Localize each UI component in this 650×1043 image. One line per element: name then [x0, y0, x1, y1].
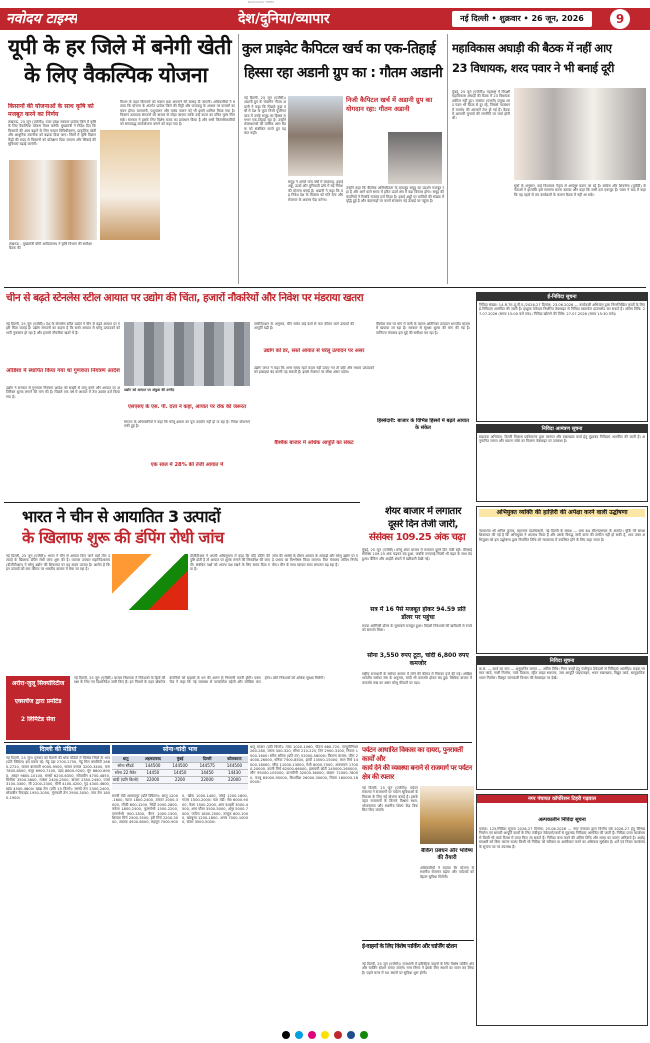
story-6-subhead-1: सत्र में 16 पैसे मजबूत होकर 94.59 प्रति डॉलर पर पहुंचा [370, 606, 466, 621]
story-8-body: नई दिल्ली, 25 जून (एजेंसी)। राजधानी में इलेक्ट्रिक वाहनों के लिए विशेष पार्किंग क्षेत्र और चार्जिंग स्टेशन बनाए जाएंगे। नगर निगम ने इसके लिए स्थानों का चयन कर लिया है। पहले चरण में 50 स्थानों पर सुविधा शुरू होगी। [362, 962, 474, 975]
story-5-body-3: जांच की अवधि के दौरान आयात के आंकड़ों और घरेलू उद्योग पर पड़े प्रभाव का विश्लेषण किया जाएगा। वित्त मंत्रालय अंतिम निर्णय लेगा। चीन के साथ व्यापार घाटा लगातार बढ़ रहा है। [272, 554, 358, 567]
notice-2-title: निविदा आमंत्रण सूचना [477, 425, 647, 433]
column-divider-2 [447, 34, 448, 284]
masthead: नवोदय टाइम्स [6, 11, 78, 27]
notice-1-body: निविदा संख्या: 14-R.TE-यू.पी.ए./2026-27 दिनांक: 23.06.2026 — कार्यकारी अभियंता द्वारा निम्नलिखित कार्यों के लिए ई-निविदाएं आमंत्रित की जाती हैं। इच्छुक ठेकेदार निर्धारित वेबसाइट से निविदा दस्तावेज डाउनलोड कर सकते हैं। अंतिम तिथि: 27.07.2026 (समय 15:00 बजे तक)। निविदा खोलने की तिथि: 27.07.2026 (समय 15:30 बजे)। [479, 303, 645, 316]
story-4-body-4: एसोसिएशन के अनुसार, चीन समेत कई देशों से कम कीमत वाले उत्पादों की आपूर्ति बढ़ी है। [254, 322, 354, 331]
cell: 14430 [228, 770, 241, 775]
table-row [112, 770, 248, 777]
story-1-body: लखनऊ, 25 जून (एजेंसी)। उत्तर प्रदेश सरकार प्रत्येक जिले में कृषि के लिए वैकल्पिक योजना तैयार करेगी। मुख्यमंत्री ने निर्देश दिए कि किसानों की आय बढ़ाने के लिए फसल विविधीकरण, प्राकृतिक खेती और आधुनिक तकनीक को बढ़ावा दिया जाए। जिलों में कृषि विज्ञान केंद्रों की मदद से किसानों को प्रशिक्षण दिया जाएगा और सिंचाई की सुविधाएं बढ़ाई जाएंगी। [8, 120, 96, 147]
delhi-market-title: दिल्ली की मंडियां [6, 745, 110, 754]
notice-2-body: सहायक अभियंता, दिल्ली विकास प्राधिकरण द्वारा मरम्मत और रखरखाव कार्य हेतु मुहरबंद निविदाएं आमंत्रित की जाती हैं। अनुमानित लागत और बयाना राशि का विवरण वेबसाइट पर उपलब्ध है। [479, 435, 645, 444]
story-4-subhead-5: वैश्विक बाजार में अधिक आपूर्ति का संकट [274, 440, 354, 446]
notice-3 [476, 506, 648, 654]
cell: 144500 [226, 763, 243, 768]
story-1-headline-2: के लिए वैकल्पिक योजना [24, 63, 208, 87]
story-3-body-2: सूत्रों के अनुसार, कई विधायक नेतृत्व से असंतुष्ट बताए जा रहे हैं। कांग्रेस और शिवसेना (यूबीटी) के नेताओं ने हालांकि इसे सामान्य घटना बताया और कहा कि सभी दल एकजुट हैं। पवार ने बाद में कहा कि वह पहले से तय कार्यक्रमों के कारण बैठक में नहीं आ सके। [514, 184, 646, 197]
registration-dot [334, 1031, 342, 1039]
cell: 14450 [146, 770, 160, 775]
registration-dot [282, 1031, 290, 1039]
notice-4-body: क्र.सं. — कार्य का नाम — अनुमानित लागत — अंतिम तिथि। निम्न कार्यों हेतु पंजीकृत ठेकेदारों से निविदाएं आमंत्रित: सड़क मरम्मत कार्य, नाली निर्माण, पार्क विकास, स्ट्रीट लाइट स्थापना, जल आपूर्ति पाइपलाइन, भवन रखरखाव, विद्युत कार्य, सामुदायिक भवन निर्माण। विस्तृत जानकारी विभाग की वेबसाइट पर देखें। [479, 667, 645, 680]
story-4-body-2: उद्योग ने सरकार से गुणवत्ता नियंत्रण आदेश को सख्ती से लागू करने और आयात पर अतिरिक्त शुल्क लगाने की मांग की है। पिछले एक वर्ष में आयात में तेज उछाल दर्ज किया गया है। [6, 386, 120, 399]
cell: सोना स्टैंडर्ड [117, 763, 134, 768]
story-1-body-2: मिशन के तहत किसानों को फसल चक्र अपनाने की सलाह दी जाएगी। अधिकारियों ने बताया कि योजना के अंतर्गत प्रत्येक जिले की मिट्टी और जलवायु के आधार पर फसलों का चयन होगा। बागवानी, पशुपालन और मत्स्य पालन को भी इसमें शामिल किया गया है। किसान उत्पादक संगठनों को बाजार से जोड़ा जाएगा ताकि उन्हें उपज का उचित मूल्य मिल सके। सरकार ने इसके लिए विशेष बजट का प्रावधान किया है और सभी जिलाधिकारियों को समयबद्ध कार्ययोजना बनाने को कहा गया है। [120, 100, 235, 127]
table-row [112, 777, 248, 784]
story-6-headline-3: सेंसेक्स 109.25 अंक चढ़ा [368, 532, 466, 543]
notice-3-body: न्यायालय श्री अनिल कुमार, महानगर दंडाधिकारी, नई दिल्ली के समक्ष — धारा 84 बीएनएसएस के अंतर्गत। चूंकि मेरे समक्ष शिकायत की गई है कि अभियुक्त ने अपराध किया है और उसके विरुद्ध जारी वारंट की तामील नहीं हो सकी है, अतः उक्त अभियुक्त को इस उद्घोषणा द्वारा निर्धारित तिथि को न्यायालय में उपस्थित होने के लिए कहा जाता है। [479, 529, 645, 542]
story-4-subhead-4: उद्योग को डर, सस्ते आयात से घरेलू उत्पादन पर असर [263, 348, 365, 354]
cell: 144500 [145, 763, 161, 768]
bullion-col-kolkata: कोलकाता [227, 756, 242, 761]
registration-dot [295, 1031, 303, 1039]
print-registration-marks [0, 1028, 650, 1042]
story-3-headline-1: महाविकास अघाड़ी की बैठक में नहीं आए [452, 41, 612, 55]
story-3-headline-2: 23 विधायक, शरद पवार ने भी बनाई दूरी [452, 61, 614, 75]
cell: 144500 [172, 763, 188, 768]
notice-4-title: निविदा सूचना [477, 657, 647, 665]
ad-text-1: अरोरा-जुलू सिक्योरिटीज [11, 680, 65, 687]
table-row [112, 763, 248, 770]
story-6-body-2: रुपया अमेरिकी डॉलर के मुकाबले मजबूत हुआ। विदेशी निवेशकों की खरीदारी से रुपये को समर्थन मिला। [362, 624, 472, 633]
story-2-headline-1: कुल प्राइवेट कैपिटल खर्च का एक-तिहाई [242, 41, 436, 57]
cell: 2200 [174, 777, 186, 782]
story-2-photo [288, 96, 343, 176]
section-rule-4 [362, 940, 474, 941]
story-ad-body: नई दिल्ली, 25 जून (एजेंसी)। बाजार नियामक ने निवेशकों के हितों की रक्षा के लिए नए दिशानिर्देश जारी किए हैं। इन नियमों के तहत ब्रोकरेज कंपनियों को ग्राहकों के धन की अलग से निगरानी करनी होगी। एक्सचेंज ने कहा कि नई व्यवस्था से पारदर्शिता बढ़ेगी और जोखिम कम होगा। छोटे निवेशकों को अधिक सुरक्षा मिलेगी। [74, 676, 325, 685]
story-4-subhead-2: एसएसए के एस. पी. दत्ता ने कहा, आयात पर रोक की जरूरत [127, 404, 247, 410]
story-4-headline: चीन से बढ़ते स्टेनलेस स्टील आयात पर उद्योग की चिंता, हजारों नौकरियों और निवेश पर मंडराया खतरा [6, 292, 364, 304]
story-4-body-5: उद्योग जगत ने कहा कि अगर समय रहते कदम नहीं उठाए गए तो छोटे और मध्यम उत्पादकों को इकाइयां बंद करनी पड़ सकती हैं। इससे रोजगार पर सीधा असर पड़ेगा। [254, 366, 374, 375]
ad-text-3: 2 लिमिटेड सेवा [20, 716, 56, 723]
story-3-body: मुंबई, 25 जून (एजेंसी)। महाराष्ट्र में विपक्षी महाविकास अघाड़ी की बैठक में 23 विधायक शामिल नहीं हुए। राकांपा (एसपी) प्रमुख शरद पवार भी बैठक से दूर रहे, जिससे गठबंधन में मतभेद की अटकलें तेज हो गई हैं। बैठक में आगामी चुनावों की रणनीति पर चर्चा होनी थी। [452, 90, 510, 121]
bullion-col-ahmedabad: अहमदाबाद [144, 756, 161, 761]
story-6-subhead-2: सोना 3,550 रुपए टूटा, चांदी 6,800 रुपए कमजोर [367, 652, 469, 667]
bullion-col-delhi: दिल्ली [202, 756, 212, 761]
story-6-body-3: राष्ट्रीय राजधानी के सर्राफा बाजार में सोने की कीमत में गिरावट दर्ज की गई। अखिल भारतीय सर्राफा संघ के अनुसार, चांदी भी कमजोर होकर बंद हुई। वैश्विक बाजार में कमजोर रुख का असर घरेलू कीमतों पर पड़ा। [362, 672, 472, 685]
story-1-headline-1: यूपी के हर जिले में बनेगी खेती [8, 35, 232, 59]
cell: 22000 [200, 777, 214, 782]
story-5-flag-photo [112, 554, 188, 610]
story-4-caption: उद्योग को आयात पर अंकुश की उम्मीद [124, 388, 175, 392]
story-3-photo [514, 88, 646, 180]
section-rule-2 [4, 502, 360, 503]
bullion-table [112, 756, 248, 790]
story-8-headline: ई-वाहनों के लिए विशेष पार्किंग और चार्जिंग स्टेशन [362, 943, 457, 950]
cell: 22000 [228, 777, 241, 782]
edition-label: NAVODAYA TIMES [248, 0, 275, 4]
story-2-body: नई दिल्ली, 25 जून (एजेंसी)। अडानी ग्रुप के चेयरमैन गौतम अडानी ने कहा कि पिछले कुछ वर्षों में देश के कुल निजी पूंजीगत व्यय में उनके समूह का हिस्सा लगभग एक-तिहाई रहा है। उन्होंने शेयरधारकों की वार्षिक आम बैठक को संबोधित करते हुए यह बात कही। [244, 96, 286, 136]
bullion-col-metal: धातु [122, 756, 129, 761]
section-title: देश/दुनिया/व्यापार [238, 11, 330, 27]
section-rule [4, 287, 646, 288]
story-7-body: नई दिल्ली, 25 जून (एजेंसी)। पर्यटन मंत्रालय ने राजमार्गों पर पर्यटन सुविधाओं के विकास के लिए नई योजना बनाई है। इसके तहत राजमार्गों के किनारे विश्राम स्थल, भोजनालय और स्थानीय शिल्प केंद्र विकसित किए जाएंगे। [362, 786, 418, 813]
cell: 14450 [200, 770, 214, 775]
story-2-photo-2 [388, 132, 442, 184]
delhi-market-body: नई दिल्ली, 25 जून। गुरुवार को दिल्ली की थोक मंडियों में विभिन्न जिंसों के भाव (प्रति क्विंटल) इस प्रकार रहे: गेहूं दड़ा 2700-2750, गेहूं मिल क्वालिटी 2680-2720, चावल बासमती 9000-9500, चावल परमल 3200-3400, चना 7800-8000, मसूर 6900-7100, उड़द 8800-9200, मूंग 8600-8900, अरहर 9800-10100, सरसों 6200-6350, सोयाबीन 4700-4850, बिनौला 3500-3600, मक्का 2400-2500, बाजरा 2350-2450, ज्वार 3100-3300, जौ 2200-2300, चीनी 4100-4200, गुड़ 4300-4600, खांड 4500-4800। खाद्य तेल (प्रति 15 किलो): सरसों तेल 2300-2400, सोयाबीन रिफाइंड 1950-2050, मूंगफली तेल 2900-3050, पाम तेल 1800-1900। [6, 756, 110, 800]
story-2-pullquote: निजी कैपिटल खर्च में अडानी ग्रुप का योगदान रहा: गौतम अडानी [346, 96, 433, 113]
story-4-pullquote: हिस्सेदारी: बाजार के विभिन्न हिस्सों में बढ़ते आयात के संकेत [377, 418, 469, 431]
story-6-body: मुंबई, 25 जून (एजेंसी)। घरेलू शेयर बाजार में लगातार दूसरे दिन तेजी रही। बीएसई सेंसेक्स 109.25 अंक चढ़कर बंद हुआ, जबकि एनएसई निफ्टी भी बढ़त के साथ बंद हुआ। बैंकिंग और आईटी शेयरों में खरीदारी देखी गई। [362, 548, 472, 561]
cell: 22000 [146, 777, 160, 782]
cell: 144575 [199, 763, 215, 768]
cell: सोना 22 कैरेट [114, 770, 137, 775]
story-6-headline-1: शेयर बाजार में लगातार [385, 506, 461, 517]
notice-2 [476, 424, 648, 502]
story-2-body-3: उन्होंने कहा कि वैश्विक अनिश्चितता के बावजूद समूह का प्रदर्शन मजबूत रहा है और आने वाले समय में हरित ऊर्जा क्षेत्र में बड़ा विस्तार होगा। समूह की कंपनियों ने रिकॉर्ड राजस्व दर्ज किया है। हवाई अड्डों पर यात्रियों की संख्या में वृद्धि हुई है और बंदरगाहों पर कार्गो संचालन नई ऊंचाई पर पहुंचा है। [346, 186, 444, 204]
story-1-subhead: किसानों की योजनाओं के साथ कृषि को मजबूत करने का निर्णय [8, 103, 94, 118]
story-7-body-2: अधिकारियों ने बताया कि योजना से स्थानीय रोजगार बढ़ेगा और पर्यटकों को बेहतर सुविधा मिलेगी। [420, 866, 474, 879]
registration-dot [360, 1031, 368, 1039]
story-4-subhead-1: ओडिशा में स्थापित किया गया था गुणवत्ता नियंत्रण आदेश [6, 368, 120, 374]
story-5-headline-1: भारत ने चीन से आयातित 3 उत्पादों [22, 507, 221, 526]
story-4-subhead-3: एक साल में 28% की तेजी आयात में [150, 462, 224, 468]
story-7-photo [420, 786, 474, 844]
story-5-headline-2: के खिलाफ शुरू की डंपिंग रोधी जांच [22, 528, 224, 547]
story-2-body-2: समूह ने अगले पांच वर्षों में बंदरगाह, हवाई अड्डे, ऊर्जा और बुनियादी ढांचे में बड़े निवेश की योजना बनाई है। अडानी ने कहा कि यह निवेश देश के विकास को गति देगा और रोजगार के अवसर पैदा करेगा। [288, 180, 343, 202]
story-7-headline-2: कार्य देने की व्यवस्था बनाने से राजमार्ग पर पर्यटन क्षेत्र की रफ्तार [362, 764, 472, 781]
bullion-title: सोना-चांदी भाव [112, 745, 248, 754]
dateline: नई दिल्ली • शुक्रवार • 26 जून, 2026 [452, 11, 592, 27]
registration-dot [308, 1031, 316, 1039]
story-1-caption: लखनऊ : मुख्यमंत्री योगी आदित्यनाथ ने कृषि विभाग की समीक्षा बैठक की [9, 242, 92, 251]
story-2-headline-2: हिस्सा रहा अडानी ग्रुप का : गौतम अडानी [244, 65, 443, 81]
story-4-body: नई दिल्ली, 25 जून (एजेंसी)। देश के स्टेनलेस स्टील उद्योग ने चीन से बढ़ते आयात पर गहरी चिंता जताई है। उद्योग संगठनों का कहना है कि सस्ते आयात से घरेलू उत्पादकों को भारी नुकसान हो रहा है और हजारों नौकरियां खतरे में हैं। [6, 322, 120, 335]
ad-text-2: एक्सचेंज द्वारा प्रमोटेड [14, 698, 62, 705]
notice-4 [476, 656, 648, 790]
bullion-header-row [112, 756, 248, 763]
notice-1-title: ई-निविदा सूचना [477, 293, 647, 301]
cell: 14450 [173, 770, 187, 775]
notice-5-subtitle: अल्पकालीन निविदा सूचना [538, 817, 586, 823]
story-7-headline-1: पर्यटन आधारित विकास का दायरा, पुनरावर्ती कार्यों और [362, 746, 463, 763]
story-4-photo [124, 322, 250, 386]
story-1-photo [9, 160, 97, 240]
story-6-headline-2: दूसरे दिन तेजी जारी, [388, 519, 458, 530]
registration-dot [347, 1031, 355, 1039]
section-rule-3 [4, 742, 472, 743]
market-body-2: सब्जी मंडी आजादपुर (प्रति क्विंटल): आलू 1200-1600, प्याज 1800-2400, टमाटर 2000-3000, लौकी 800-1200, भिंडी 2000-2800, करेला 1800-2500, फूलगोभी 1500-2200, पत्तागोभी 900-1300, बैंगन 1000-1500, शिमला मिर्च 2500-3500, हरी मिर्च 2200-3000, अदरक 4500-6000, लहसुन 7000-9000, खीरा 1000-1400, तोरई 1200-1800, गाजर 1500-2000। फल मंडी: सेब 6000-9000, केला 1500-2200, आम दशहरी 3000-4500, आम चौसा 3500-5000, अंगूर 5000-7000, पपीता 1800-2500, तरबूज 600-1000, खरबूजा 1200-1800, अनार 7000-10000, संतरा 3500-5000। [112, 794, 248, 825]
notice-3-title: अभियुक्त व्यक्ति की हाज़िरी की अपेक्षा करने वाली उद्घोषणा [479, 509, 645, 517]
column-divider [238, 34, 239, 284]
market-body-3: धातु बाजार (प्रति किलो): तांबा 1020-1060, पीतल 680-720, एल्युमीनियम 260-280, जस्ता 300-320, सीसा 210-225, टिन 2900-3100, निकल 1500-1600। स्टील सरिया (प्रति टन) 52000-56000। किराना बाजार: जीरा 24000-26000, धनिया 7500-8500, हल्दी 13500-15000, लाल मिर्च 14000-18000, सौंफ 11000-13000, मेथी 6000-7000, अजवायन 17000-20000, काली मिर्च 62000-66000, इलायची छोटी 240000-260000, लौंग 95000-105000, दालचीनी 32000-36000, बादाम 72000-78000, काजू 85000-95000, किशमिश 26000-30000, पिस्ता 160000-180000। [250, 745, 358, 785]
page-number: 9 [610, 9, 630, 29]
story-4-body-6: वैश्विक स्तर पर मांग में कमी के कारण अतिरिक्त उत्पादन भारतीय बाजार में खपाया जा रहा है। सरकार से सुरक्षा शुल्क की मांग की गई है। वाणिज्य मंत्रालय इस मुद्दे की समीक्षा कर रहा है। [376, 322, 470, 335]
registration-dot [321, 1031, 329, 1039]
story-5-body: नई दिल्ली, 25 जून (एजेंसी)। भारत ने चीन से आयात किए जाने वाले तीन उत्पादों के खिलाफ डंपिंग रोधी जांच शुरू की है। व्यापार उपचार महानिदेशालय (डीजीटीआर) ने घरेलू उद्योग की शिकायत पर यह कदम उठाया है। आरोप है कि इन उत्पादों को कम कीमत पर भारतीय बाजार में बेचा जा रहा है। [6, 554, 110, 572]
story-4-body-3: संगठन के अधिकारियों ने कहा कि घरेलू क्षमता का पूरा उपयोग नहीं हो पा रहा है। निवेश योजनाएं रुकी हुई हैं। [124, 420, 250, 429]
notice-5-title: नगर पंचायत कॉर्पोरेशन टिहरी गढ़वाल [477, 795, 647, 803]
story-5-body-2: डीजीटीआर ने अपनी अधिसूचना में कहा कि यदि डंपिंग की पुष्टि होती है तो आयात पर शुल्क लगाने की सिफारिश की जाएगी। संबंधित पक्षों को अपना पक्ष रखने के लिए समय दिया गया है। [190, 554, 270, 572]
notice-5-body: पत्रांक: 125/निविदा सूचना 2026-27 दिनांक: 25.06.2026 — नगर पंचायत द्वारा वित्तीय वर्ष 2026-27 हेतु विभिन्न निर्माण एवं सामग्री आपूर्ति कार्यों के लिए पंजीकृत ठेकेदारों/फर्मों से मुहरबंद निविदाएं आमंत्रित की जाती हैं। निविदा प्रपत्र कार्यालय से किसी भी कार्य दिवस में प्राप्त किए जा सकते हैं। निविदा जमा करने की अंतिम तिथि और समय का पालन अनिवार्य है। अधोहस्ताक्षरी को बिना कारण बताए किसी भी निविदा को स्वीकार या अस्वीकार करने का अधिकार सुरक्षित है। शर्तें एवं नियम कार्यालय के सूचना पट पर उपलब्ध हैं। [479, 827, 645, 849]
cell: चांदी (प्रति किलो) [112, 777, 139, 782]
notice-1 [476, 292, 648, 422]
story-7-subhead: बैंकिंग प्रबंधन और भविष्य की तैयारी [421, 848, 473, 861]
notice-5 [476, 794, 648, 1026]
bullion-col-mumbai: मुंबई [176, 756, 184, 761]
